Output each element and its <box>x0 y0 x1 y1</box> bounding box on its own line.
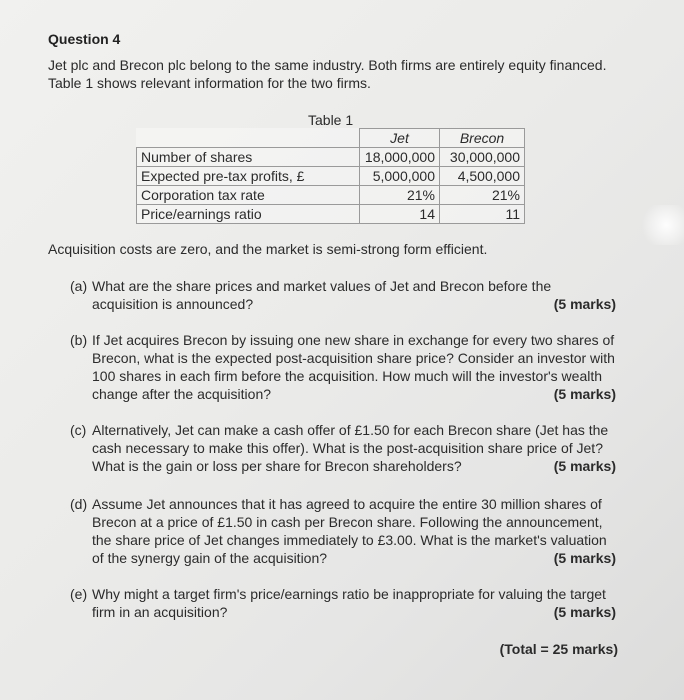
cell-jet: 5,000,000 <box>360 167 440 186</box>
part-label: (c) <box>70 422 87 438</box>
part-text: If Jet acquires Brecon by issuing one new share in exchange for every two shares of Brecon, what is the expected post-acquisition share price? Consider an investor with 100 shares in each firm before the acquisition. How much will the investor's wealth change after the acquisition? <box>92 332 615 402</box>
table-row <box>137 186 525 205</box>
table-row <box>137 205 525 224</box>
question-part-a <box>70 277 620 313</box>
cell-brecon: 21% <box>440 186 525 205</box>
row-label: Corporation tax rate <box>137 186 360 205</box>
table-row <box>137 167 525 186</box>
photo-glare <box>640 205 684 245</box>
table-corner-cell <box>137 129 360 148</box>
cell-brecon: 30,000,000 <box>440 148 525 167</box>
cell-jet: 21% <box>360 186 440 205</box>
question-title: Question 4 <box>48 31 121 47</box>
question-intro: Jet plc and Brecon plc belong to the same industry. Both firms are entirely equity financed. Table 1 shows relevant information for the two firms. <box>48 57 607 91</box>
part-label: (a) <box>70 278 88 294</box>
part-marks: (5 marks) <box>553 386 616 402</box>
part-text: Assume Jet announces that it has agreed to acquire the entire 30 million shares of Brecon at a price of £1.50 in cash per Brecon share. Following the announcement, the share price of Jet changes immediately to £3.00. What is the market's valuation of the synergy gain of the acquisition? <box>92 496 607 566</box>
part-marks: (5 marks) <box>553 550 616 566</box>
part-label: (d) <box>70 496 88 512</box>
table-header-row <box>137 129 525 148</box>
total-marks: (Total = 25 marks) <box>499 641 618 657</box>
cell-brecon: 4,500,000 <box>440 167 525 186</box>
column-header-brecon: Brecon <box>440 129 525 148</box>
assumption-text: Acquisition costs are zero, and the market is semi-strong form efficient. <box>48 241 488 257</box>
column-header-jet: Jet <box>360 129 440 148</box>
question-part-c <box>70 421 620 475</box>
part-label: (b) <box>70 332 88 348</box>
part-text: Why might a target firm's price/earnings ratio be inappropriate for valuing the target firm in an acquisition? <box>92 586 606 620</box>
part-marks: (5 marks) <box>553 296 616 312</box>
cell-jet: 18,000,000 <box>360 148 440 167</box>
row-label: Price/earnings ratio <box>137 205 360 224</box>
cell-jet: 14 <box>360 205 440 224</box>
row-label: Expected pre-tax profits, £ <box>137 167 360 186</box>
cell-brecon: 11 <box>440 205 525 224</box>
part-marks: (5 marks) <box>553 458 616 474</box>
part-label: (e) <box>70 586 88 602</box>
part-marks: (5 marks) <box>553 604 616 620</box>
table-row <box>137 148 525 167</box>
part-text: What are the share prices and market values of Jet and Brecon before the acquisition is announced? <box>92 278 552 312</box>
row-label: Number of shares <box>137 148 360 167</box>
question-part-b <box>70 331 620 403</box>
data-table <box>136 128 525 224</box>
question-part-e <box>70 585 620 621</box>
table-caption: Table 1 <box>308 112 354 128</box>
question-part-d <box>70 495 620 567</box>
part-text: Alternatively, Jet can make a cash offer of £1.50 for each Brecon share (Jet has the cash necessary to make this offer). What is the post-acquisition share price of Jet? What is the gain or loss per share for Brecon shareholders? <box>92 422 609 474</box>
